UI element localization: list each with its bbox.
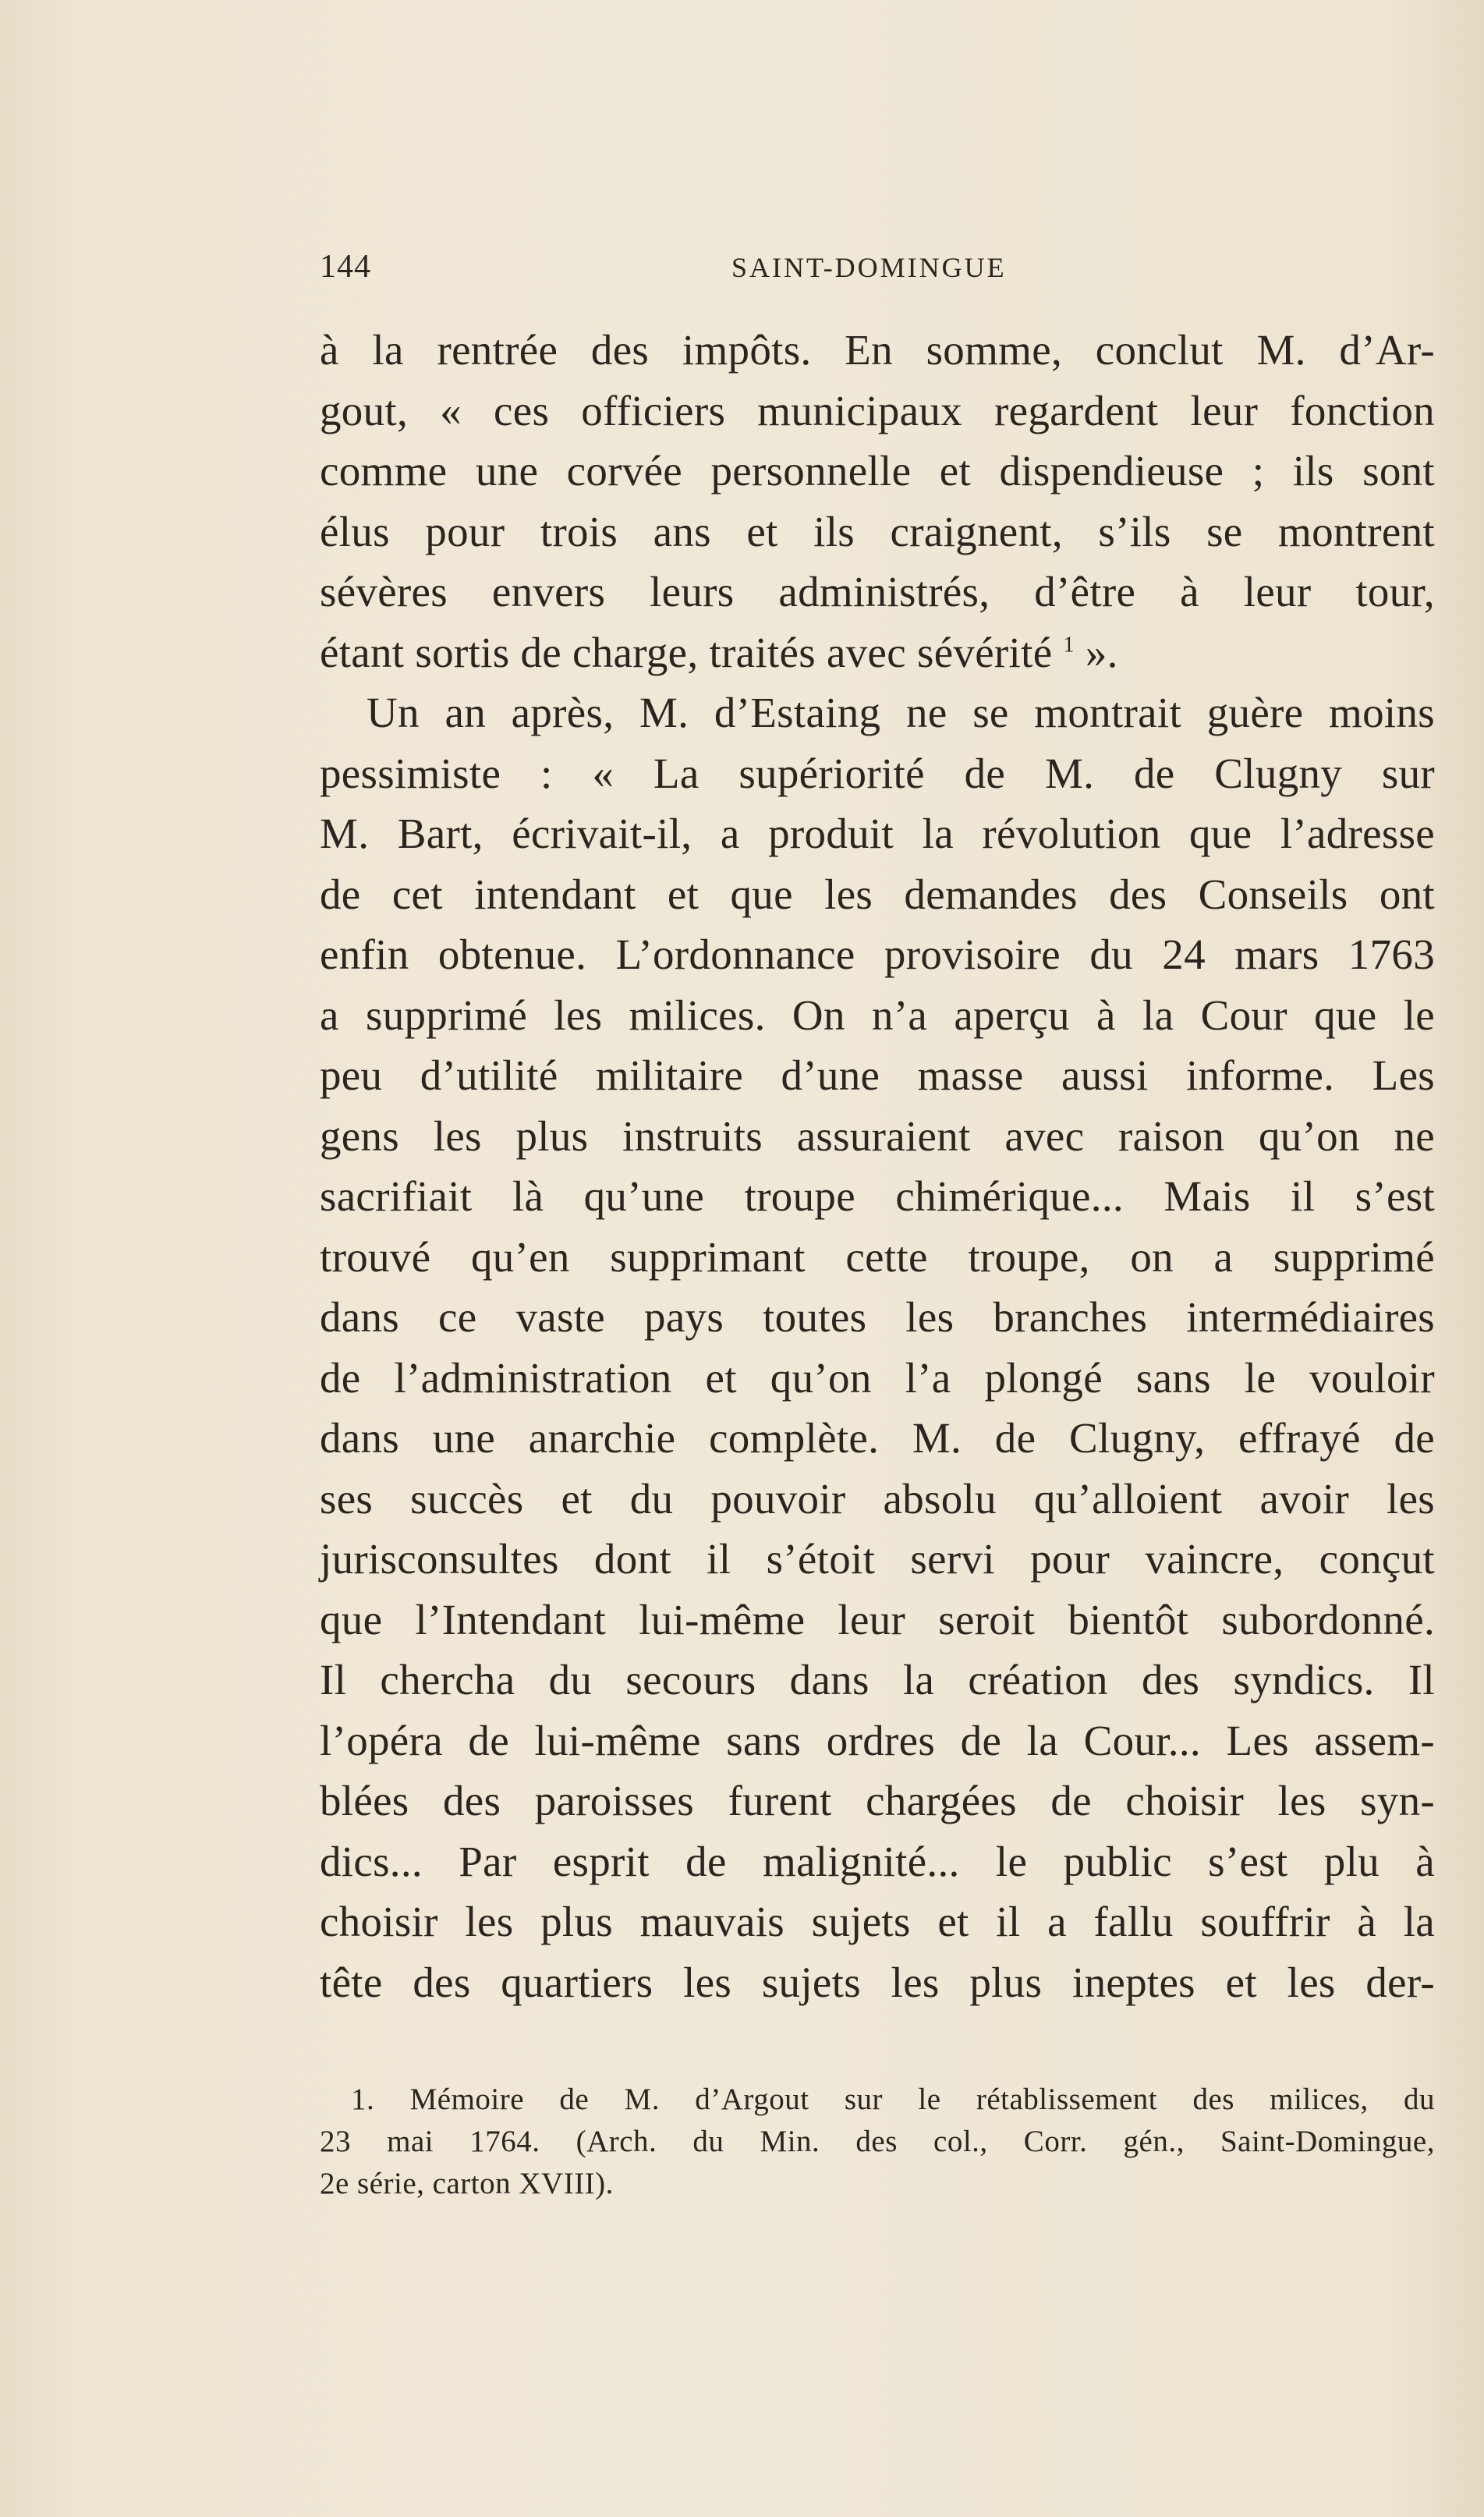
text-line: dans une anarchie complète. M. de Clugny, effrayé de [320, 1414, 1435, 1462]
text-line: jurisconsultes dont il s’étoit servi pour vaincre, conçut [320, 1535, 1435, 1583]
text-segment: étant sortis de charge, traités avec sévérité [320, 628, 1053, 676]
footnote-reference: 1 [1063, 633, 1075, 658]
text-line: enfin obtenue. L’ordonnance provisoire du 24 mars 1763 [320, 931, 1435, 978]
text-line: sacrifiait là qu’une troupe chimérique... Mais il s’est [320, 1172, 1435, 1220]
text-line: peu d’utilité militaire d’une masse aussi informe. Les [320, 1051, 1435, 1099]
text-line: élus pour trois ans et ils craignent, s’ils se montrent [320, 507, 1435, 555]
text-line-with-footnote [320, 622, 1435, 683]
text-line: que l’Intendant lui-même leur seroit bientôt subordonné. [320, 1595, 1435, 1643]
running-head [320, 248, 1022, 295]
footnote-line: 2e série, carton XVIII). [320, 2167, 614, 2200]
text-line: comme une corvée personnelle et dispendieuse ; ils sont [320, 447, 1435, 495]
text-line: a supprimé les milices. On n’a aperçu à la Cour que le [320, 991, 1435, 1039]
running-title: SAINT-DOMINGUE [731, 252, 1007, 283]
paragraph-start-line: Un an après, M. d’Estaing ne se montrait guère moins [367, 689, 1435, 736]
text-line: tête des quartiers les sujets les plus ineptes et les der- [320, 1958, 1435, 2006]
text-line: dics... Par esprit de malignité... le public s’est plu à [320, 1837, 1435, 1885]
body-text [320, 320, 1435, 2012]
text-line: dans ce vaste pays toutes les branches intermédiaires [320, 1293, 1435, 1341]
footnotes [320, 2079, 1435, 2205]
text-segment: ». [1074, 628, 1118, 676]
text-line: à la rentrée des impôts. En somme, conclut M. d’Ar- [320, 326, 1435, 374]
text-line: de cet intendant et que les demandes des Conseils ont [320, 870, 1435, 918]
text-line: de l’administration et qu’on l’a plongé sans le vouloir [320, 1353, 1435, 1402]
text-line: l’opéra de lui-même sans ordres de la Cour... Les assem- [320, 1716, 1435, 1764]
footnote-line: 23 mai 1764. (Arch. du Min. des col., Corr. gén., Saint-Domingue, [320, 2125, 1435, 2158]
footnote-line: 1. Mémoire de M. d’Argout sur le rétablissement des milices, du [351, 2083, 1435, 2116]
text-line: sévères envers leurs administrés, d’être à leur tour, [320, 568, 1435, 615]
text-line: M. Bart, écrivait-il, a produit la révolution que l’adresse [320, 810, 1435, 857]
text-line: choisir les plus mauvais sujets et il a fallu souffrir à la [320, 1898, 1435, 1945]
page-number: 144 [320, 249, 371, 285]
text-line: gens les plus instruits assuraient avec raison qu’on ne [320, 1111, 1435, 1160]
text-line: gout, « ces officiers municipaux regardent leur fonction [320, 386, 1435, 434]
text-line: blées des paroisses furent chargées de choisir les syn- [320, 1777, 1435, 1824]
text-line: pessimiste : « La supériorité de M. de Clugny sur [320, 749, 1435, 797]
text-line: ses succès et du pouvoir absolu qu’alloient avoir les [320, 1474, 1435, 1523]
text-line: Il chercha du secours dans la création des syndics. Il [320, 1656, 1435, 1703]
text-line: trouvé qu’en supprimant cette troupe, on a supprimé [320, 1232, 1435, 1281]
